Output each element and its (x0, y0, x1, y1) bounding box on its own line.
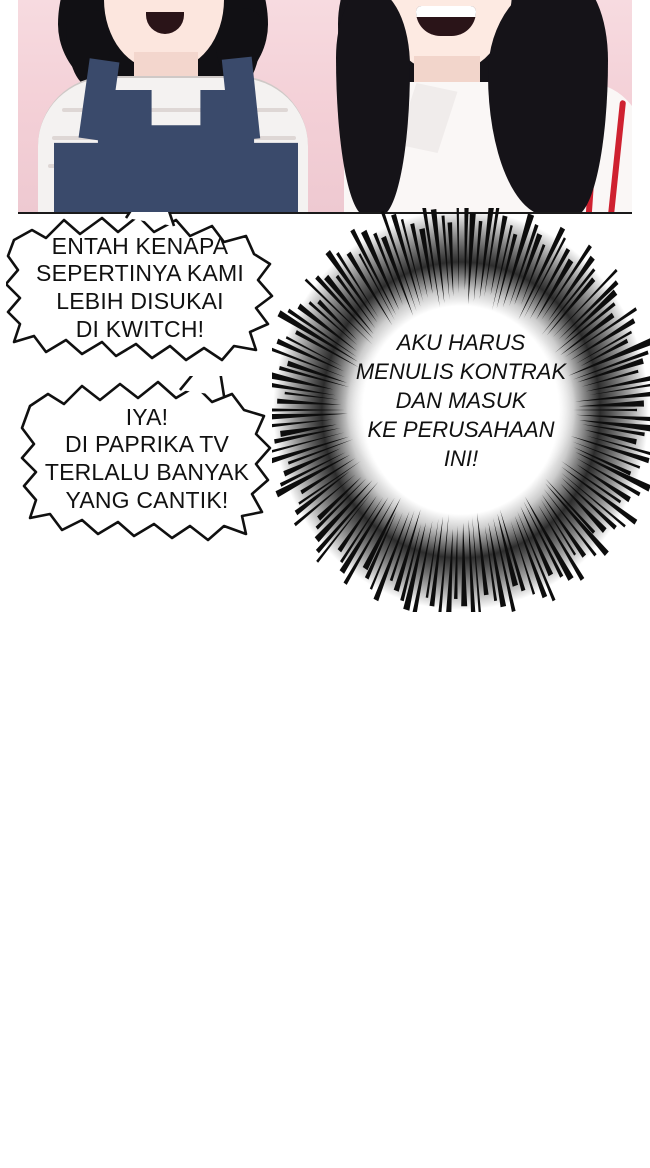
character-right-teeth (416, 6, 476, 17)
burst-line-3: DAN MASUK (395, 388, 527, 414)
burst-line-1: AKU HARUS (396, 330, 526, 355)
comic-panel-top (18, 0, 632, 214)
balloon-1-line-1: ENTAH KENAPA (51, 232, 229, 259)
balloon-2-line-3: TERLALU BANYAK (44, 459, 250, 485)
ink-burst-balloon (272, 208, 650, 612)
speech-balloon-2-text (20, 376, 274, 542)
balloon-1-line-3: LEBIH DISUKAI (56, 288, 224, 314)
balloon-2-line-4: YANG CANTIK! (65, 486, 229, 513)
speech-balloon-1-text (6, 212, 274, 362)
balloon-1-line-2: SEPERTINYA KAMI (36, 260, 244, 287)
speech-balloon-2 (20, 376, 274, 542)
page-whitespace (0, 612, 650, 1168)
burst-line-4: KE PERUSAHAAN (367, 417, 555, 443)
speech-balloon-1 (6, 212, 274, 362)
balloon-1-line-4: DI KWITCH! (75, 315, 205, 342)
ink-burst-text (320, 328, 602, 473)
balloon-2-line-2: DI PAPRIKA TV (64, 431, 230, 458)
burst-line-2: MENULIS KONTRAK (355, 359, 567, 385)
burst-line-5: INI! (443, 446, 479, 472)
balloon-2-line-1: IYA! (125, 403, 169, 430)
character-right-hair-front-left (336, 0, 410, 214)
